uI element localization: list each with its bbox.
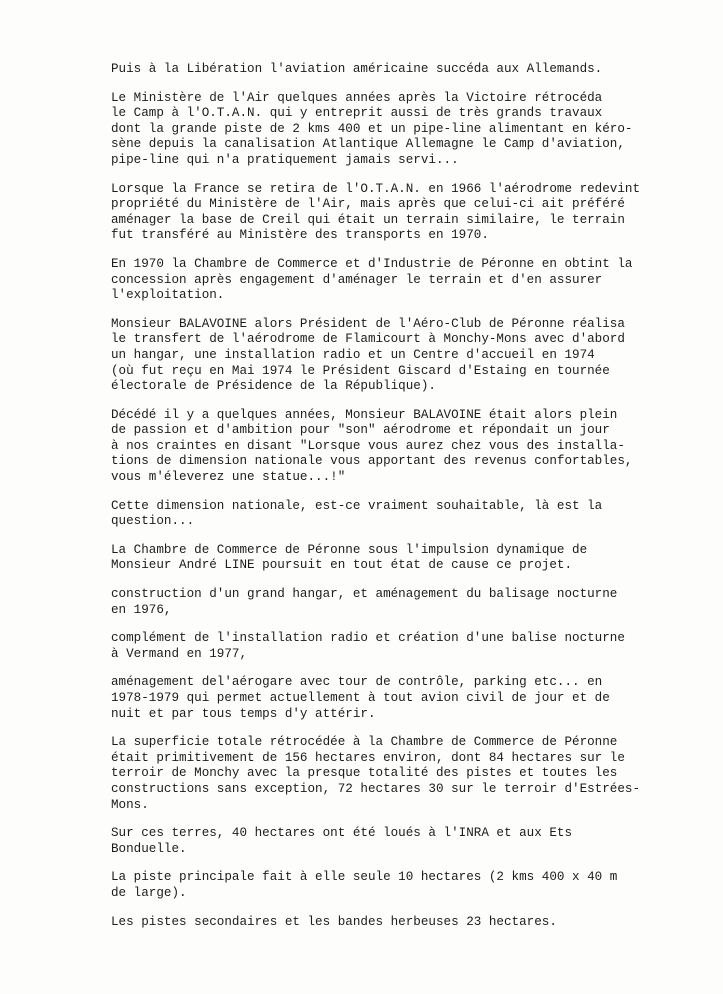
paragraph-dimension-nationale: Cette dimension nationale, est-ce vraiment souhaitable, là est la question... xyxy=(111,498,603,529)
paragraph-otan-1966: Lorsque la France se retira de l'O.T.A.N. en 1966 l'aérodrome redevint propriété du Ministère de l'Air, mais après que celui-ci ait préféré aménager la base de Creil qui était un terrain similaire, le terrain fut transféré au Ministère des transports en 1970. xyxy=(111,181,641,243)
paragraph-piste-principale: La piste principale fait à elle seule 10 hectares (2 kms 400 x 40 m de large). xyxy=(111,870,618,900)
paragraph-balavoine-transfert: Monsieur BALAVOINE alors Président de l'Aéro-Club de Péronne réalisa le transfert de l'aérodrome de Flamicourt à Monchy-Mons avec d'abord un hangar, une installation radio et un Centre d'accueil en 1974 (où fut reçu en Mai 1974 le Président Giscard d'Estaing en tournée électorale de Présidence de la République). xyxy=(111,316,625,394)
paragraph-liberation: Puis à la Libération l'aviation américaine succéda aux Allemands. xyxy=(111,62,603,76)
paragraph-hangar-1976: construction d'un grand hangar, et aménagement du balisage nocturne en 1976, xyxy=(111,587,618,617)
paragraph-pistes-secondaires: Les pistes secondaires et les bandes herbeuses 23 hectares. xyxy=(111,914,557,929)
paragraph-inra-bonduelle: Sur ces terres, 40 hectares ont été loués à l'INRA et aux Ets Bonduelle. xyxy=(111,826,573,856)
paragraph-ministere-air: Le Ministère de l'Air quelques années après la Victoire rétrocéda le Camp à l'O.T.A.N. qui y entreprit aussi de très grands travaux dont la grande piste de 2 kms 400 et un pipe-line alimentant en kéro- sène depuis la canalisation Atlantique Allemagne le Camp d'aviation, pipe-line qui n'a pratiquement jamais servi... xyxy=(111,90,633,167)
paragraph-balavoine-statue: Décédé il y a quelques années, Monsieur BALAVOINE était alors plein de passion et d'ambition pour "son" aérodrome et répondait un jour à nos craintes en disant "Lorsque vous aurez chez vous des installa- tions de dimension nationale vous apportant des revenus confortables, vous m'éleverez une statue...!" xyxy=(111,407,633,485)
paragraph-andre-line: La Chambre de Commerce de Péronne sous l'impulsion dynamique de Monsieur André LINE poursuit en tout état de cause ce projet. xyxy=(111,542,588,573)
paragraph-chambre-1970: En 1970 la Chambre de Commerce et d'Industrie de Péronne en obtint la concession après engagement d'aménager le terrain et d'en assurer l'exploitation. xyxy=(111,256,633,303)
paragraph-aerogare-1978: aménagement del'aérogare avec tour de contrôle, parking etc... en 1978-1979 qui permet actuellement à tout avion civil de jour et de nuit et par tous temps d'y attérir. xyxy=(111,675,610,721)
paragraph-superficie: La superficie totale rétrocédée à la Chambre de Commerce de Péronne était primitivement de 156 hectares environ, dont 84 hectares sur le terroir de Monchy avec la presque totalité des pistes et toutes les constructions sans exception, 72 hectares 30 sur le terroir d'Estrées- Mons. xyxy=(111,735,641,812)
paragraph-radio-1977: complément de l'installation radio et création d'une balise nocturne à Vermand en 1977, xyxy=(111,631,625,661)
document-body xyxy=(111,62,701,943)
